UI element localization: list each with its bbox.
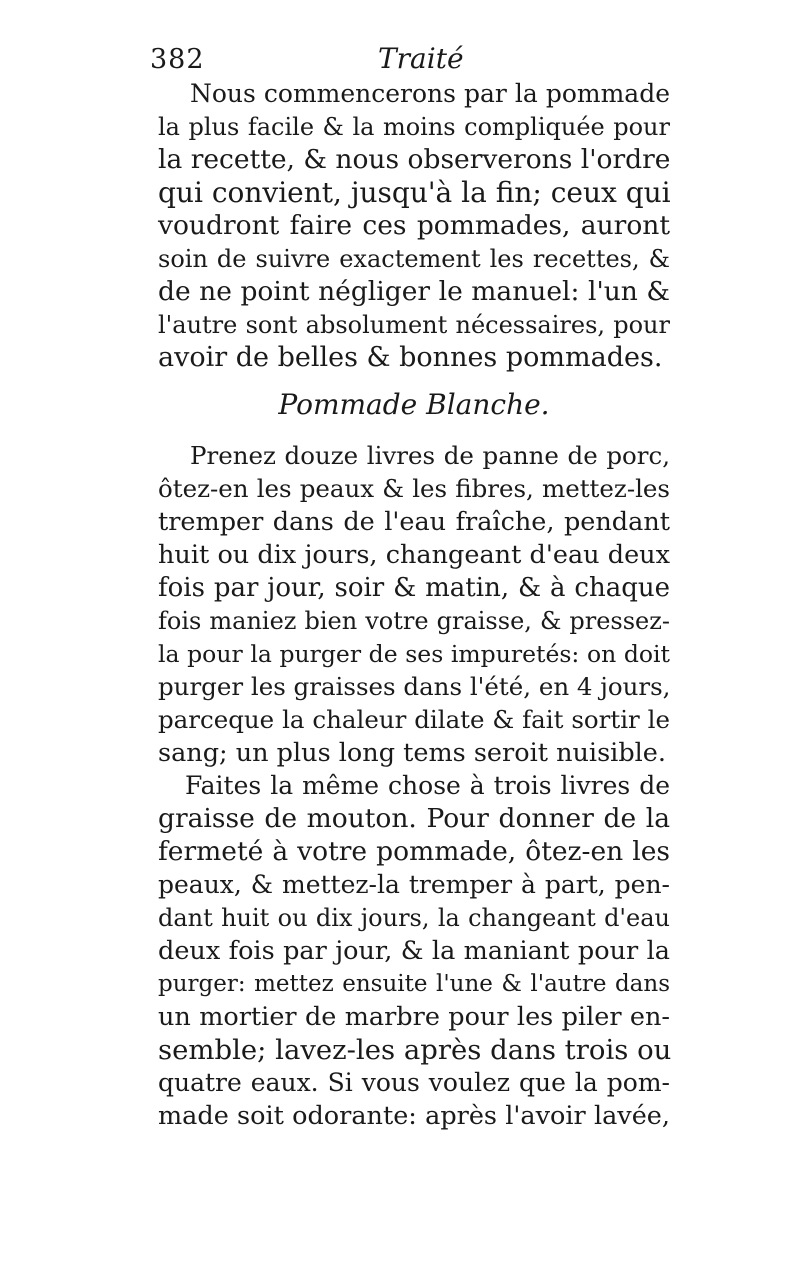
- text-line: la plus facile & la moins compliquée pour: [158, 113, 670, 141]
- running-title: Traité: [378, 42, 464, 75]
- text-line: soin de suivre exactement les recettes, &: [158, 245, 670, 273]
- text-line: fermeté à votre pommade, ôtez-en les: [158, 836, 670, 867]
- text-line: voudront faire ces pommades, auront: [158, 210, 670, 241]
- text-line: la pour la purger de ses impuretés: on doit: [158, 640, 670, 668]
- text-line: un mortier de marbre pour les piler en-: [158, 1002, 670, 1032]
- text-line: made soit odorante: après l'avoir lavée,: [158, 1101, 670, 1131]
- text-line: huit ou dix jours, changeant d'eau deux: [158, 540, 670, 570]
- text-line: sang; un plus long tems seroit nuisible.: [158, 738, 666, 768]
- text-line: quatre eaux. Si vous voulez que la pom-: [158, 1068, 670, 1097]
- text-line: avoir de belles & bonnes pommades.: [158, 342, 663, 373]
- text-line: qui convient, jusqu'à la fin; ceux qui: [158, 176, 671, 209]
- text-line: deux fois par jour, & la maniant pour la: [158, 936, 670, 966]
- text-line: l'autre sont absolument nécessaires, pour: [158, 311, 670, 339]
- text-line: Faites la même chose à trois livres de: [185, 771, 670, 800]
- text-line: fois par jour, soir & matin, & à chaque: [158, 573, 670, 603]
- text-line: Prenez douze livres de panne de porc,: [190, 441, 670, 470]
- text-line: Nous commencerons par la pommade: [190, 79, 670, 108]
- text-line: de ne point négliger le manuel: l'un &: [158, 276, 670, 307]
- text-line: peaux, & mettez-la tremper à part, pen-: [158, 870, 670, 899]
- text-line: parceque la chaleur dilate & fait sortir le: [158, 705, 670, 734]
- text-line: graisse de mouton. Pour donner de la: [158, 803, 670, 834]
- text-line: ôtez-en les peaux & les fibres, mettez-les: [158, 474, 670, 503]
- text-line: semble; lavez-les après dans trois ou: [158, 1034, 672, 1066]
- text-line: tremper dans de l'eau fraîche, pendant: [158, 507, 670, 537]
- text-line: dant huit ou dix jours, la changeant d'eau: [158, 904, 670, 932]
- text-line: fois maniez bien votre graisse, & pressez-: [158, 607, 670, 635]
- page-number: 382: [150, 44, 205, 75]
- text-line: purger: mettez ensuite l'une & l'autre dans: [158, 971, 670, 997]
- text-line: purger les graisses dans l'été, en 4 jours,: [158, 672, 671, 701]
- section-heading: Pommade Blanche.: [278, 388, 550, 421]
- text-line: la recette, & nous observerons l'ordre: [158, 144, 671, 175]
